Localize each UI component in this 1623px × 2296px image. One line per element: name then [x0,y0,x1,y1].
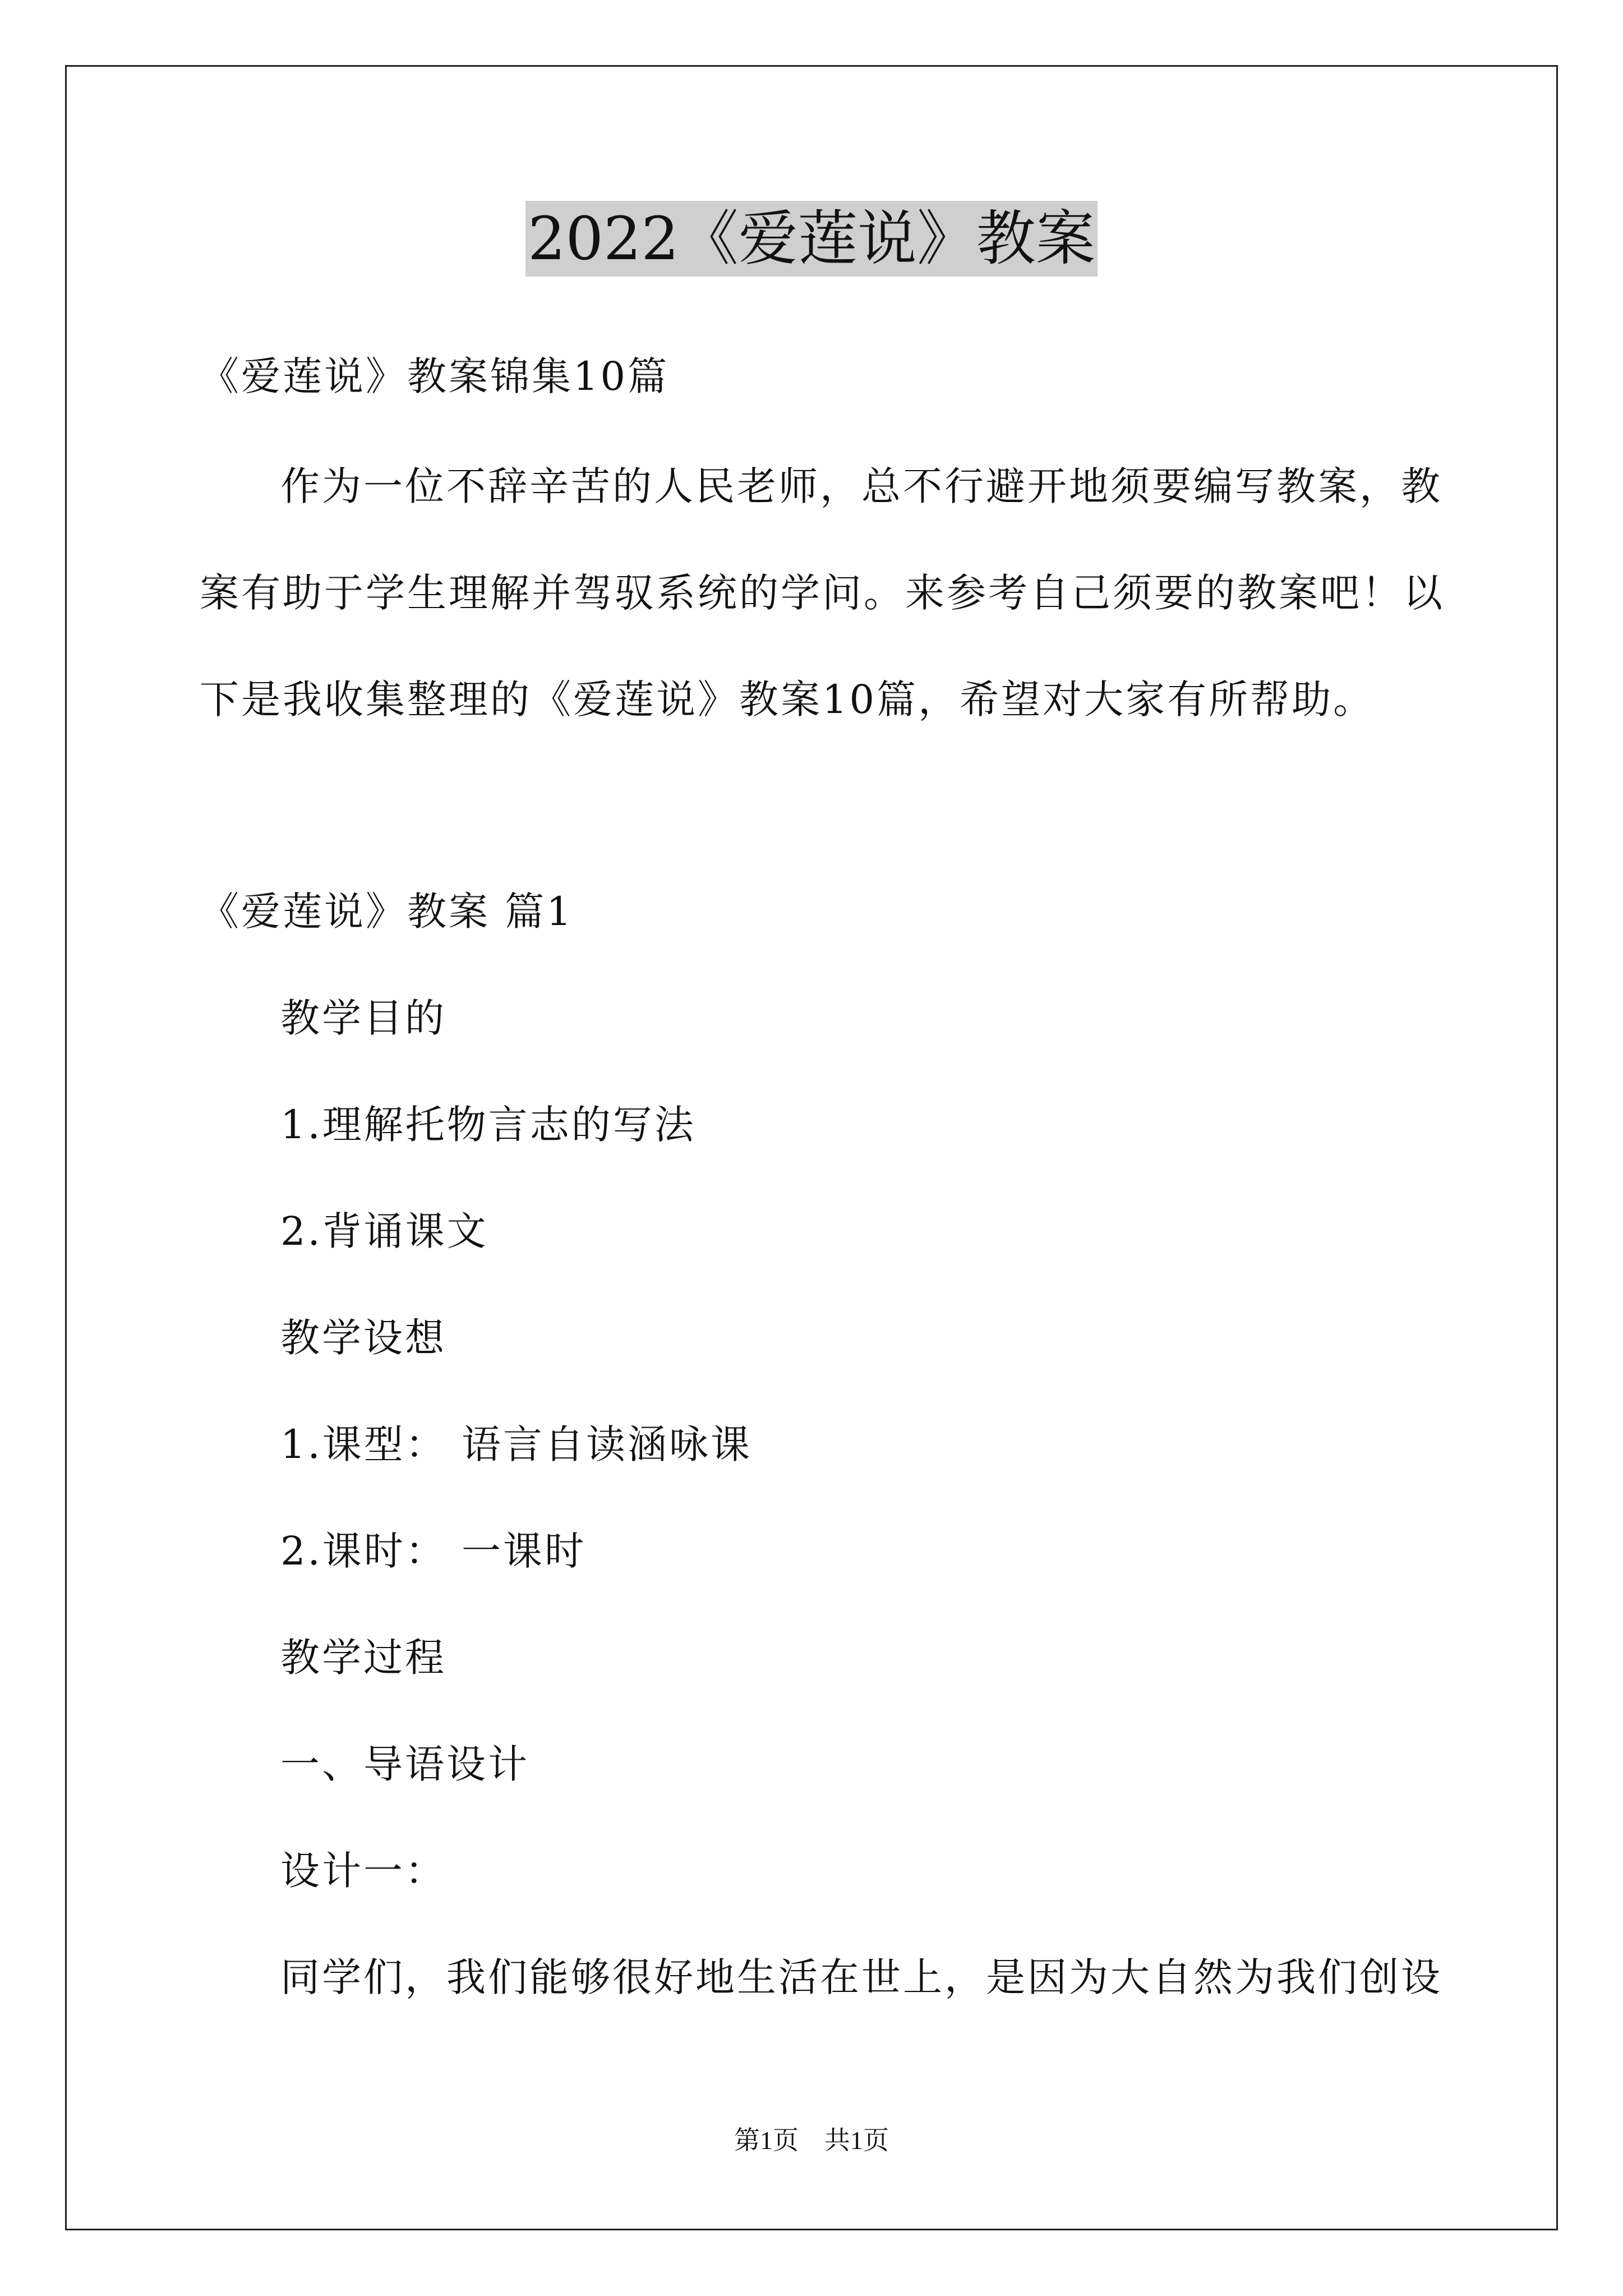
document-title [0,200,1623,278]
design-label-1: 设计一： [280,1848,446,1894]
section-heading: 《爱莲说》教案 篇1 [200,889,574,935]
intro-line-2: 案有助于学生理解并驾驭系统的学问。来参考自己须要的教案吧！以 [200,570,1445,616]
collection-subtitle: 《爱莲说》教案锦集10篇 [200,353,670,399]
plan-item-2: 2.课时： 一课时 [280,1528,587,1574]
document-title-text: 2022《爱莲说》教案 [525,201,1098,277]
goal-item-2: 2.背诵课文 [280,1208,488,1254]
goal-heading: 教学目的 [280,995,446,1041]
process-heading: 教学过程 [280,1635,446,1681]
page-footer: 第1页 共1页 [734,2126,889,2155]
intro-line-3: 下是我收集整理的《爱莲说》教案10篇，希望对大家有所帮助。 [200,677,1375,723]
plan-item-1: 1.课型： 语言自读涵咏课 [280,1421,753,1467]
step-heading-1: 一、导语设计 [280,1741,529,1787]
intro-line-1: 作为一位不辞辛苦的人民老师，总不行避开地须要编写教案，教 [280,463,1442,509]
plan-heading: 教学设想 [280,1315,446,1361]
goal-item-1: 1.理解托物言志的写法 [280,1102,696,1148]
body-paragraph-line: 同学们，我们能够很好地生活在世上，是因为大自然为我们创设 [280,1954,1442,2000]
